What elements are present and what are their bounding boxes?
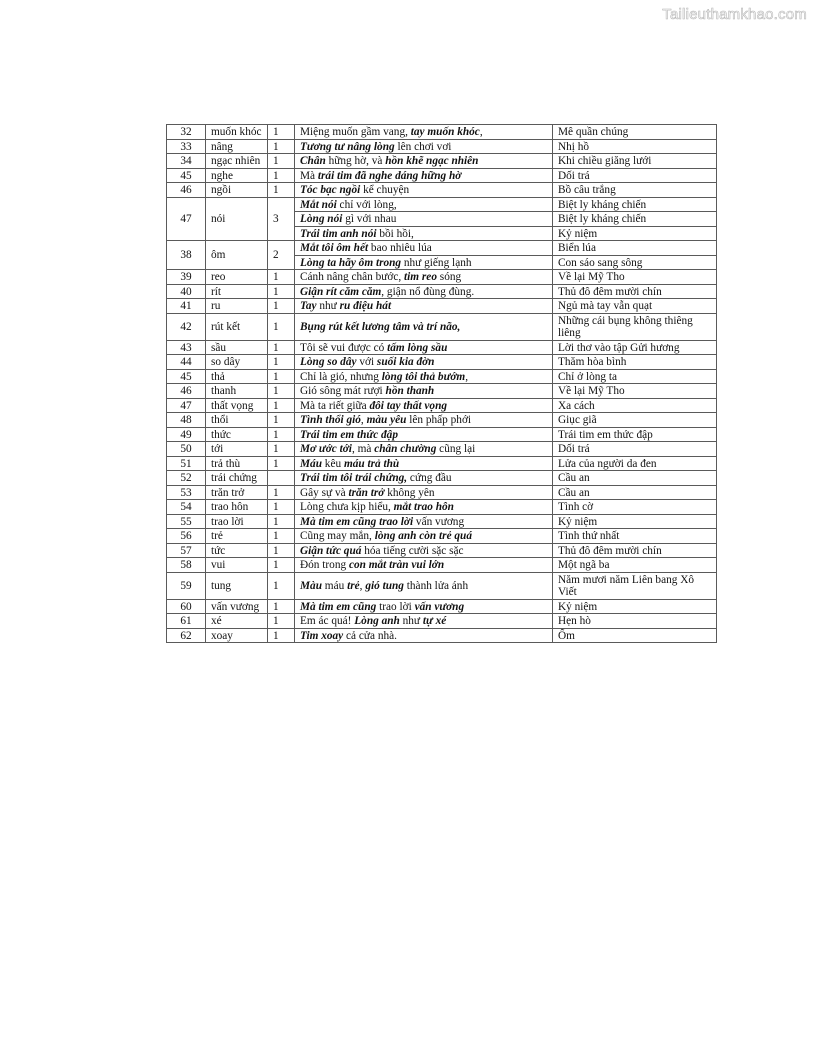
verse-line-cell — [295, 369, 553, 384]
poem-title-cell: Biển lúa — [553, 241, 717, 256]
frequency-cell: 1 — [268, 384, 295, 399]
table-body — [167, 125, 717, 643]
poem-title-cell: Lời thơ vào tập Gửi hương — [553, 340, 717, 355]
table-row — [167, 398, 717, 413]
verse-text: Cũng may mắn, — [300, 530, 375, 542]
row-number-cell: 59 — [167, 572, 206, 599]
verse-line-cell — [295, 270, 553, 285]
row-number-cell: 56 — [167, 529, 206, 544]
frequency-cell: 1 — [268, 299, 295, 314]
poem-title-cell: Con sáo sang sông — [553, 255, 717, 270]
table-row — [167, 558, 717, 573]
verse-text: kể chuyện — [360, 184, 410, 196]
verb-cell: xé — [206, 614, 268, 629]
poem-title-cell: Dối trá — [553, 168, 717, 183]
row-number-cell: 43 — [167, 340, 206, 355]
table-row — [167, 514, 717, 529]
frequency-cell: 1 — [268, 628, 295, 643]
table-row — [167, 299, 717, 314]
verse-text: Gió sông mát rượi — [300, 385, 386, 397]
table-row — [167, 427, 717, 442]
verse-line-cell — [295, 471, 553, 486]
row-number-cell: 38 — [167, 241, 206, 270]
verse-text: bồi hồi, — [376, 227, 414, 240]
poem-title-cell: Ngủ mà tay vẫn quạt — [553, 299, 717, 314]
emphasized-phrase: con mắt tràn vui lớn — [348, 559, 445, 571]
row-number-cell: 55 — [167, 514, 206, 529]
table-row — [167, 628, 717, 643]
emphasized-phrase: Mà tim em cũng — [300, 600, 377, 613]
emphasized-phrase: hồn khẽ ngạc nhiên — [385, 155, 479, 167]
emphasized-phrase: Mà tim em cũng trao lời — [300, 515, 414, 528]
frequency-cell: 1 — [268, 369, 295, 384]
poem-title-cell: Kỷ niệm — [553, 226, 717, 241]
poem-title-cell: Giục giã — [553, 413, 717, 428]
verse-text: trao lời — [376, 600, 415, 613]
table-row — [167, 456, 717, 471]
verse-line-cell — [295, 197, 553, 212]
row-number-cell: 42 — [167, 313, 206, 340]
poem-title-cell: Những cái bụng không thiêng liêng — [553, 313, 717, 340]
table-row — [167, 125, 717, 140]
poem-title-cell: Một ngã ba — [553, 558, 717, 573]
verse-text: gì với nhau — [342, 213, 397, 225]
emphasized-phrase: Bụng rút kết lương tâm và trí não, — [300, 320, 461, 333]
verse-text: lên chơi vơi — [394, 140, 452, 153]
table-row — [167, 543, 717, 558]
verse-line-cell — [295, 168, 553, 183]
emphasized-phrase: Giận tức quá — [300, 544, 362, 557]
verse-text: sóng — [436, 271, 462, 283]
table-row — [167, 139, 717, 154]
verse-line-cell — [295, 183, 553, 198]
verse-text: Lòng chưa kịp hiểu, — [300, 501, 394, 513]
emphasized-phrase: tay muốn khóc — [410, 126, 480, 138]
emphasized-phrase: trăn trở — [348, 486, 385, 499]
emphasized-phrase: Trái tim em thức đập — [300, 428, 398, 441]
frequency-cell: 1 — [268, 614, 295, 629]
emphasized-phrase: lòng anh còn trẻ quá — [374, 530, 472, 542]
frequency-cell: 3 — [268, 197, 295, 241]
table-row — [167, 384, 717, 399]
verb-cell: trẻ — [206, 529, 268, 544]
verse-text: , — [359, 579, 366, 592]
verse-text: bao nhiêu lúa — [368, 242, 432, 254]
frequency-cell: 1 — [268, 313, 295, 340]
table-row — [167, 197, 717, 212]
poem-title-cell: Cầu an — [553, 471, 717, 486]
row-number-cell: 33 — [167, 139, 206, 154]
verse-text: , mà — [351, 443, 375, 455]
emphasized-phrase: trẻ — [347, 579, 360, 592]
poem-title-cell: Mê quần chúng — [553, 125, 717, 140]
poem-title-cell: Biệt ly kháng chiến — [553, 197, 717, 212]
emphasized-phrase: Tương tư nâng lòng — [300, 140, 395, 153]
verse-line-cell — [295, 241, 553, 256]
verse-text: không yên — [384, 486, 435, 499]
row-number-cell: 48 — [167, 413, 206, 428]
emphasized-phrase: tim reo — [404, 271, 437, 283]
verse-text: Em ác quá! — [300, 615, 355, 627]
verse-line-cell — [295, 485, 553, 500]
verb-cell: nghe — [206, 168, 268, 183]
table-row — [167, 355, 717, 370]
table-row — [167, 614, 717, 629]
verse-text: , — [360, 414, 367, 426]
frequency-cell: 1 — [268, 413, 295, 428]
row-number-cell: 49 — [167, 427, 206, 442]
emphasized-phrase: vấn vương — [414, 600, 465, 613]
emphasized-phrase: Mơ ước tới — [300, 443, 352, 455]
verse-text: , giận nổ đùng đùng. — [381, 285, 475, 298]
frequency-cell: 1 — [268, 558, 295, 573]
verse-text: vấn vương — [413, 515, 465, 528]
verse-text: lên phấp phới — [406, 414, 472, 426]
verse-line-cell — [295, 125, 553, 140]
poem-title-cell: Thủ đô đêm mười chín — [553, 543, 717, 558]
row-number-cell: 46 — [167, 384, 206, 399]
verb-cell: so dây — [206, 355, 268, 370]
row-number-cell: 54 — [167, 500, 206, 515]
emphasized-phrase: Giận rít căm căm — [300, 285, 382, 298]
emphasized-phrase: Lòng nói — [300, 213, 343, 225]
frequency-cell: 1 — [268, 125, 295, 140]
row-number-cell: 45 — [167, 168, 206, 183]
row-number-cell: 57 — [167, 543, 206, 558]
emphasized-phrase: đôi tay thất vọng — [369, 399, 448, 412]
frequency-cell: 1 — [268, 500, 295, 515]
verse-text: Đón trong — [300, 559, 349, 571]
verse-text: cũng lại — [436, 443, 476, 455]
frequency-cell: 1 — [268, 284, 295, 299]
verse-text: hững hờ, và — [325, 155, 386, 167]
frequency-cell: 1 — [268, 456, 295, 471]
table-row — [167, 313, 717, 340]
verse-line-cell — [295, 154, 553, 169]
verse-line-cell — [295, 442, 553, 457]
verse-line-cell — [295, 139, 553, 154]
verb-cell: tức — [206, 543, 268, 558]
verse-text: Mà ta riết giữa — [300, 399, 370, 412]
frequency-cell: 1 — [268, 485, 295, 500]
row-number-cell: 62 — [167, 628, 206, 643]
verb-cell: thức — [206, 427, 268, 442]
verse-text: như — [399, 615, 423, 627]
row-number-cell: 50 — [167, 442, 206, 457]
emphasized-phrase: lòng tôi thả bướm — [381, 370, 466, 383]
row-number-cell: 52 — [167, 471, 206, 486]
verse-line-cell — [295, 284, 553, 299]
frequency-cell: 1 — [268, 139, 295, 154]
emphasized-phrase: Mắt nói — [300, 198, 337, 211]
verse-line-cell — [295, 543, 553, 558]
emphasized-phrase: chân chường — [374, 443, 437, 455]
verb-cell: nâng — [206, 139, 268, 154]
verse-text: như — [316, 300, 340, 312]
verb-cell: xoay — [206, 628, 268, 643]
table-row — [167, 413, 717, 428]
poem-title-cell: Lửa của người da đen — [553, 456, 717, 471]
verb-cell: tới — [206, 442, 268, 457]
emphasized-phrase: ru điệu hát — [339, 300, 392, 312]
emphasized-phrase: máu trả thù — [343, 457, 400, 470]
verse-line-cell — [295, 572, 553, 599]
frequency-cell: 1 — [268, 168, 295, 183]
verb-cell: muốn khóc — [206, 125, 268, 140]
row-number-cell: 32 — [167, 125, 206, 140]
frequency-cell: 1 — [268, 529, 295, 544]
emphasized-phrase: hồn thanh — [385, 385, 435, 397]
frequency-cell: 1 — [268, 514, 295, 529]
emphasized-phrase: Mắt tôi ôm hết — [300, 242, 369, 254]
poem-title-cell: Trái tim em thức đập — [553, 427, 717, 442]
poem-title-cell: Thăm hòa bình — [553, 355, 717, 370]
emphasized-phrase: Chân — [300, 155, 326, 167]
frequency-cell: 1 — [268, 154, 295, 169]
verb-cell: trái chứng — [206, 471, 268, 486]
emphasized-phrase: Trái tim anh nói — [300, 227, 377, 240]
verse-text: như giếng lạnh — [401, 256, 472, 269]
poem-title-cell: Kỷ niệm — [553, 599, 717, 614]
verse-text: Miệng muốn gầm vang, — [300, 126, 411, 138]
emphasized-phrase: màu yêu — [366, 414, 407, 426]
frequency-cell: 1 — [268, 270, 295, 285]
table-row — [167, 241, 717, 256]
emphasized-phrase: gió tung — [365, 579, 404, 592]
verse-line-cell — [295, 340, 553, 355]
table-row — [167, 168, 717, 183]
row-number-cell: 58 — [167, 558, 206, 573]
verse-text: Gây sự và — [300, 486, 349, 499]
row-number-cell: 53 — [167, 485, 206, 500]
frequency-cell: 1 — [268, 572, 295, 599]
verse-line-cell — [295, 212, 553, 227]
verb-cell: rút kết — [206, 313, 268, 340]
row-number-cell: 47 — [167, 398, 206, 413]
table-row — [167, 369, 717, 384]
table-row — [167, 183, 717, 198]
verse-text: chỉ với lòng, — [336, 198, 397, 211]
row-number-cell: 46 — [167, 183, 206, 198]
verse-text: cứng đầu — [407, 472, 452, 484]
verse-line-cell — [295, 226, 553, 241]
verse-line-cell — [295, 514, 553, 529]
emphasized-phrase: Màu — [300, 579, 322, 592]
frequency-cell: 1 — [268, 355, 295, 370]
verse-line-cell — [295, 299, 553, 314]
verb-cell: ngạc nhiên — [206, 154, 268, 169]
verse-line-cell — [295, 628, 553, 643]
verse-line-cell — [295, 355, 553, 370]
verb-cell: vui — [206, 558, 268, 573]
table-row — [167, 485, 717, 500]
emphasized-phrase: Máu — [300, 457, 322, 470]
verse-text: cả cửa nhà. — [343, 629, 397, 642]
table-row — [167, 500, 717, 515]
emphasized-phrase: Tình thổi gió — [300, 414, 361, 426]
emphasized-phrase: Lòng so dây — [300, 356, 357, 368]
frequency-cell: 2 — [268, 241, 295, 270]
verse-text: Cánh nâng chân bước, — [300, 271, 405, 283]
verb-cell: rít — [206, 284, 268, 299]
verb-cell: reo — [206, 270, 268, 285]
poem-title-cell: Xa cách — [553, 398, 717, 413]
verse-text: với — [356, 356, 377, 368]
verb-cell: tung — [206, 572, 268, 599]
verb-cell: vấn vương — [206, 599, 268, 614]
verb-cell: trả thù — [206, 456, 268, 471]
emphasized-phrase: Lòng anh — [354, 615, 400, 627]
row-number-cell: 45 — [167, 369, 206, 384]
poem-title-cell: Thủ đô đêm mười chín — [553, 284, 717, 299]
poem-title-cell: Về lại Mỹ Tho — [553, 384, 717, 399]
verse-text: thành lửa ánh — [403, 579, 469, 592]
verb-cell: ngồi — [206, 183, 268, 198]
frequency-cell: 1 — [268, 543, 295, 558]
verse-line-cell — [295, 255, 553, 270]
verse-line-cell — [295, 427, 553, 442]
row-number-cell: 60 — [167, 599, 206, 614]
frequency-cell: 1 — [268, 442, 295, 457]
verb-cell: trăn trở — [206, 485, 268, 500]
verb-cell: ôm — [206, 241, 268, 270]
row-number-cell: 41 — [167, 299, 206, 314]
verb-cell: trao hôn — [206, 500, 268, 515]
emphasized-phrase: Trái tim tôi trái chứng, — [300, 472, 408, 484]
verb-cell: thanh — [206, 384, 268, 399]
verb-cell: thổi — [206, 413, 268, 428]
verse-line-cell — [295, 614, 553, 629]
table-row — [167, 442, 717, 457]
frequency-cell — [268, 471, 295, 486]
emphasized-phrase: Tóc bạc ngồi — [300, 184, 361, 196]
row-number-cell: 40 — [167, 284, 206, 299]
poem-title-cell: Cầu an — [553, 485, 717, 500]
row-number-cell: 34 — [167, 154, 206, 169]
verb-cell: nói — [206, 197, 268, 241]
verse-text: Chỉ là gió, nhưng — [300, 370, 382, 383]
table-row — [167, 270, 717, 285]
row-number-cell: 61 — [167, 614, 206, 629]
verse-line-cell — [295, 456, 553, 471]
poem-title-cell: Nhị hồ — [553, 139, 717, 154]
poem-title-cell: Kỷ niệm — [553, 514, 717, 529]
poem-title-cell: Ốm — [553, 628, 717, 643]
verse-line-cell — [295, 313, 553, 340]
poem-title-cell: Tình cờ — [553, 500, 717, 515]
verb-cell: thả — [206, 369, 268, 384]
emphasized-phrase: trái tim đã nghe dáng hững hờ — [317, 169, 462, 182]
row-number-cell: 47 — [167, 197, 206, 241]
verse-line-cell — [295, 398, 553, 413]
verse-text: máu — [321, 579, 348, 592]
verse-line-cell — [295, 599, 553, 614]
emphasized-phrase: tự xé — [422, 615, 447, 627]
watermark-text: Tailieuthamkhao.com — [662, 6, 807, 23]
emphasized-phrase: mắt trao hôn — [393, 501, 454, 513]
table-row — [167, 340, 717, 355]
verse-text: Tôi sẽ vui được có — [300, 341, 388, 354]
verse-line-cell — [295, 529, 553, 544]
frequency-cell: 1 — [268, 340, 295, 355]
frequency-cell: 1 — [268, 427, 295, 442]
verb-cell: sầu — [206, 340, 268, 355]
verb-cell: ru — [206, 299, 268, 314]
poem-title-cell: Chỉ ở lòng ta — [553, 369, 717, 384]
table-row — [167, 471, 717, 486]
verb-cell: thất vọng — [206, 398, 268, 413]
verse-text: Mà — [300, 169, 318, 182]
poem-title-cell: Dối trá — [553, 442, 717, 457]
row-number-cell: 44 — [167, 355, 206, 370]
poem-title-cell: Hẹn hò — [553, 614, 717, 629]
verse-text: hóa tiếng cười sặc sặc — [361, 544, 464, 557]
poem-title-cell: Năm mươi năm Liên bang Xô Viết — [553, 572, 717, 599]
poem-title-cell: Biệt ly kháng chiến — [553, 212, 717, 227]
table-row — [167, 599, 717, 614]
poem-verb-table — [166, 124, 717, 643]
table-row — [167, 529, 717, 544]
frequency-cell: 1 — [268, 183, 295, 198]
emphasized-phrase: Tay — [300, 300, 317, 312]
verse-line-cell — [295, 500, 553, 515]
verse-text: , — [479, 126, 483, 138]
verse-line-cell — [295, 413, 553, 428]
emphasized-phrase: Lòng ta hãy ôm trong — [300, 256, 402, 269]
emphasized-phrase: suối kia đờn — [376, 356, 435, 368]
verse-line-cell — [295, 558, 553, 573]
emphasized-phrase: Tim xoay — [300, 629, 344, 642]
frequency-cell: 1 — [268, 599, 295, 614]
emphasized-phrase: tấm lòng sầu — [387, 341, 448, 354]
row-number-cell: 51 — [167, 456, 206, 471]
poem-title-cell: Về lại Mỹ Tho — [553, 270, 717, 285]
table-row — [167, 154, 717, 169]
table-row — [167, 284, 717, 299]
poem-title-cell: Tình thứ nhất — [553, 529, 717, 544]
poem-title-cell: Bồ câu trắng — [553, 183, 717, 198]
verse-line-cell — [295, 384, 553, 399]
table-row — [167, 572, 717, 599]
verse-text: , — [465, 370, 469, 383]
verb-cell: trao lời — [206, 514, 268, 529]
frequency-cell: 1 — [268, 398, 295, 413]
verse-text: kêu — [321, 457, 344, 470]
row-number-cell: 39 — [167, 270, 206, 285]
poem-title-cell: Khi chiều giăng lưới — [553, 154, 717, 169]
